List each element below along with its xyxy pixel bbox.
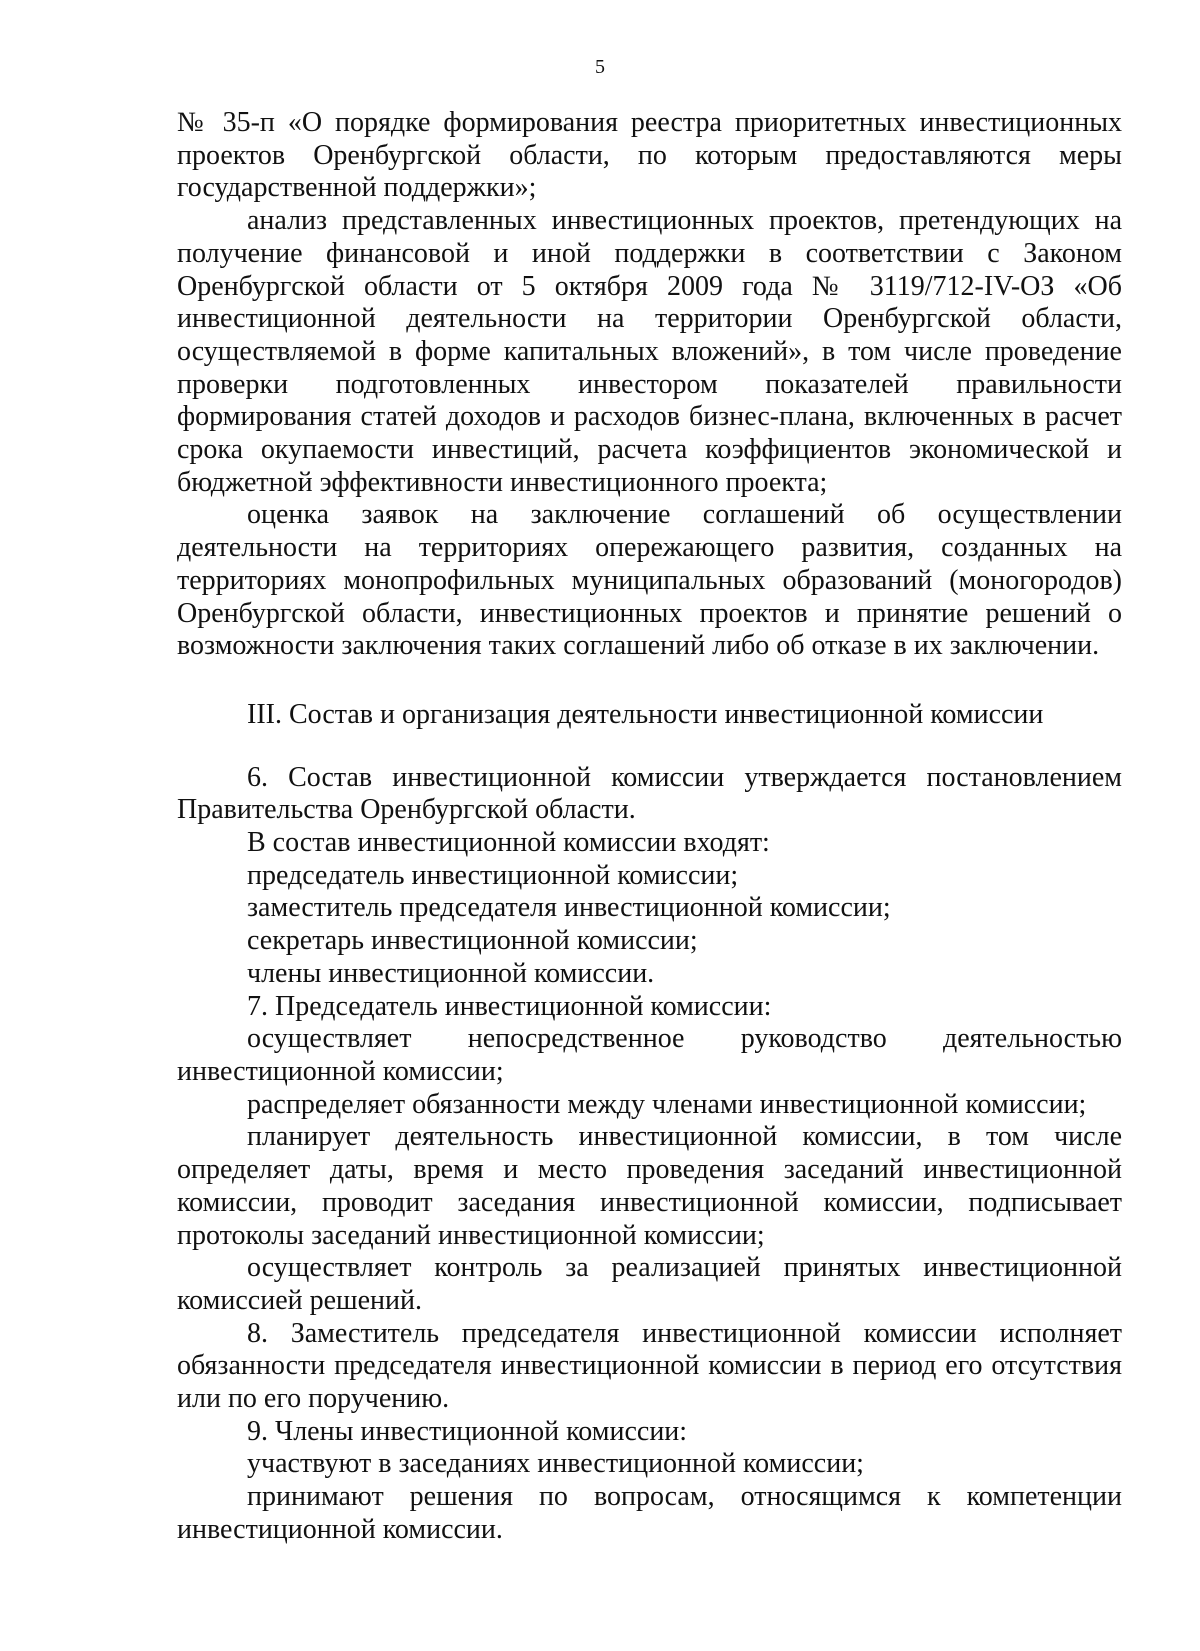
list-item: распределяет обязанности между членами инвестиционной комиссии;: [247, 1088, 1087, 1120]
paragraph: 6. Состав инвестиционной комиссии утверждается постановлением Правительства Оренбургской области.: [177, 761, 1122, 826]
paragraph: В состав инвестиционной комиссии входят:: [247, 827, 770, 859]
list-item: осуществляет непосредственное руководство деятельностью инвестиционной комиссии;: [177, 1023, 1122, 1087]
paragraphs-before: [177, 107, 1122, 663]
paragraph: № 35-п «О порядке формирования реестра приоритетных инвестиционных проектов Оренбургской области, по которым предоставляются меры государственной поддержки»;: [177, 107, 1122, 204]
paragraph: анализ представленных инвестиционных проектов, претендующих на получение финансовой и иной поддержки в соответствии с Законом Оренбургской области от 5 октября 2009 года № 3119/712-IV-ОЗ «Об инвестиционной деятельности на территории Оренбургской области, осуществляемой в форме капитальных вложений», в том числе проведение проверки подготовленных инвестором показателей правильности формирования статей доходов и расходов бизнес-плана, включенных в расчет срока окупаемости инвестиций, расчета коэффициентов экономической и бюджетной эффективности инвестиционного проекта;: [177, 205, 1122, 498]
paragraph: 7. Председатель инвестиционной комиссии:: [247, 990, 772, 1022]
paragraphs-after: [177, 762, 1122, 1547]
list-item: заместитель председателя инвестиционной комиссии;: [247, 892, 891, 924]
list-item: участвуют в заседаниях инвестиционной комиссии;: [247, 1448, 864, 1480]
list-item: планирует деятельность инвестиционной комиссии, в том числе определяет даты, время и место проведения заседаний инвестиционной комиссии, проводит заседания инвестиционной комиссии, подписывает протоколы заседаний инвестиционной комиссии;: [177, 1121, 1122, 1251]
list-item: осуществляет контроль за реализацией принятых инвестиционной комиссией решений.: [177, 1252, 1122, 1316]
list-item: принимают решения по вопросам, относящимся к компетенции инвестиционной комиссии.: [177, 1481, 1122, 1545]
page-number: 5: [595, 56, 605, 78]
section-heading: III. Состав и организация деятельности инвестиционной комиссии: [247, 698, 1044, 730]
paragraph: оценка заявок на заключение соглашений об осуществлении деятельности на территориях опережающего развития, созданных на территориях монопрофильных муниципальных образований (моногородов) Оренбургской области, инвестиционных проектов и принятие решений о возможности заключения таких соглашений либо об отказе в их заключении.: [177, 499, 1122, 662]
list-item: члены инвестиционной комиссии.: [247, 957, 655, 989]
paragraph: 9. Члены инвестиционной комиссии:: [247, 1415, 688, 1447]
paragraph: 8. Заместитель председателя инвестиционной комиссии исполняет обязанности председателя инвестиционной комиссии в период его отсутствия или по его поручению.: [177, 1317, 1122, 1415]
list-item: председатель инвестиционной комиссии;: [247, 859, 739, 891]
document-body: [177, 107, 1122, 1547]
list-item: секретарь инвестиционной комиссии;: [247, 925, 698, 957]
